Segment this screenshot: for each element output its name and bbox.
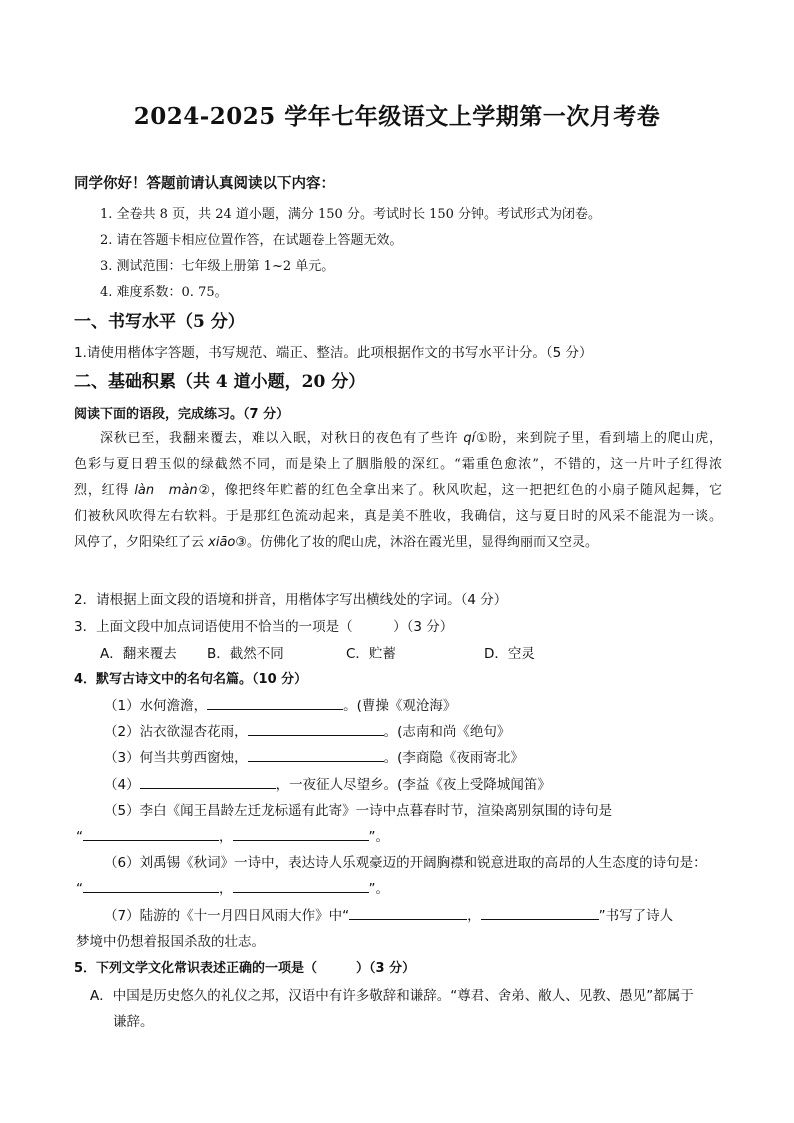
- answer-blank[interactable]: [248, 749, 384, 762]
- passage-line-5: 风停了，夕阳染红了云 xiāo③。仿佛化了妆的爬山虎，沐浴在霞光里，显得绚丽而又空灵。: [74, 535, 599, 550]
- pinyin-blank-1: qí: [463, 431, 476, 446]
- answer-blank[interactable]: [83, 828, 219, 841]
- note-4: 4. 难度系数：0. 75。: [100, 285, 228, 300]
- q5-option-a-line2: 谦辞。: [113, 1014, 154, 1030]
- exam-title: 2024-2025 学年七年级语文上学期第一次月考卷: [133, 103, 661, 130]
- q4-item-2: （2）沾衣欲湿杏花雨， 。(志南和尚《绝句》: [104, 724, 511, 740]
- section-2-heading: 二、基础积累（共 4 道小题，20 分）: [74, 372, 366, 392]
- q4-item-1: （1）水何澹澹， 。(曹操《观沧海》: [104, 698, 457, 714]
- answer-blank[interactable]: [207, 697, 343, 710]
- section-1-heading: 一、书写水平（5 分）: [74, 312, 245, 332]
- reading-passage: [74, 426, 722, 556]
- q4-item-4: （4） ，一夜征人尽望乡。(李益《夜上受降城闻笛》: [104, 777, 551, 793]
- q4-item-7-cont: 梦境中仍想着报国杀敌的壮志。: [76, 934, 265, 950]
- question-5: 5．下列文学文化常识表述正确的一项是（ ）（3 分）: [74, 961, 416, 976]
- q3-option-a: A．翻来覆去: [100, 646, 177, 662]
- q4-item-6: （6）刘禹锡《秋词》一诗中，表达诗人乐观豪迈的开阔胸襟和锐意进取的高昂的人生态度的诗句是：: [104, 855, 707, 871]
- question-4: 4．默写古诗文中的名句名篇。（10 分）: [74, 672, 308, 687]
- passage-line-3: 烈，红得 làn màn②，像把终年贮蓄的红色全拿出来了。秋风吹起，这一把把红色的小扇子随风起舞，它: [74, 483, 723, 498]
- question-1: 1.请使用楷体字答题，书写规范、端正、整洁。此项根据作文的书写水平计分。（5 分）: [74, 345, 593, 361]
- q3-option-d: D．空灵: [484, 646, 535, 662]
- answer-blank[interactable]: [349, 907, 467, 920]
- q3-option-c: C．贮蓄: [346, 646, 396, 662]
- greeting: 同学你好！答题前请认真阅读以下内容：: [74, 175, 335, 192]
- pinyin-blank-3: xiāo: [208, 535, 236, 550]
- passage-line-4: 们被秋风吹得左右软料。于是那红色流动起来，真是美不胜收，我确信，这与夏日时的风采不能混为一谈。: [74, 509, 722, 524]
- question-3: 3．上面文段中加点词语使用不恰当的一项是（ ）（3 分）: [74, 619, 454, 635]
- passage-instruction: 阅读下面的语段，完成练习。（7 分）: [74, 407, 290, 422]
- answer-blank[interactable]: [83, 880, 219, 893]
- q5-option-a-line1: A．中国是历史悠久的礼仪之邦，汉语中有许多敬辞和谦辞。“尊君、舍弟、敝人、见教、愚见”都属于: [90, 988, 694, 1004]
- answer-blank[interactable]: [233, 828, 369, 841]
- note-1: 1. 全卷共 8 页，共 24 道小题，满分 150 分。考试时长 150 分钟。考试形式为闭卷。: [100, 207, 602, 222]
- note-2: 2. 请在答题卡相应位置作答，在试题卷上答题无效。: [100, 233, 403, 248]
- q4-item-6-blanks: “ ， ”。: [76, 881, 389, 897]
- passage-line-1: 深秋已至，我翻来覆去，难以入眠，对秋日的夜色有了些许 qí①盼，来到院子里，看到墙上的爬山虎，: [100, 431, 723, 446]
- answer-blank[interactable]: [140, 776, 276, 789]
- q4-item-3: （3）何当共剪西窗烛， 。(李商隐《夜雨寄北》: [104, 750, 524, 766]
- answer-blank[interactable]: [481, 907, 599, 920]
- question-2: 2．请根据上面文段的语境和拼音，用楷体字写出横线处的字词。（4 分）: [74, 592, 508, 608]
- passage-line-2: 色彩与夏日碧玉似的绿截然不同，而是染上了胭脂般的深红。“霜重色愈浓”，不错的，这一片叶子红得浓: [74, 457, 722, 472]
- q4-item-5: （5）李白《闻王昌龄左迁龙标遥有此寄》一诗中点暮春时节，渲染离别氛围的诗句是: [104, 803, 613, 819]
- q4-item-7: （7）陆游的《十一月四日风雨大作》中“ ， ”书写了诗人: [104, 908, 674, 924]
- answer-blank[interactable]: [233, 880, 369, 893]
- q4-item-5-blanks: “ ， ”。: [76, 829, 389, 845]
- answer-blank[interactable]: [248, 723, 384, 736]
- pinyin-blank-2: làn màn: [134, 483, 198, 498]
- q3-option-b: B．截然不同: [207, 646, 284, 662]
- note-3: 3. 测试范围：七年级上册第 1~2 单元。: [100, 259, 335, 274]
